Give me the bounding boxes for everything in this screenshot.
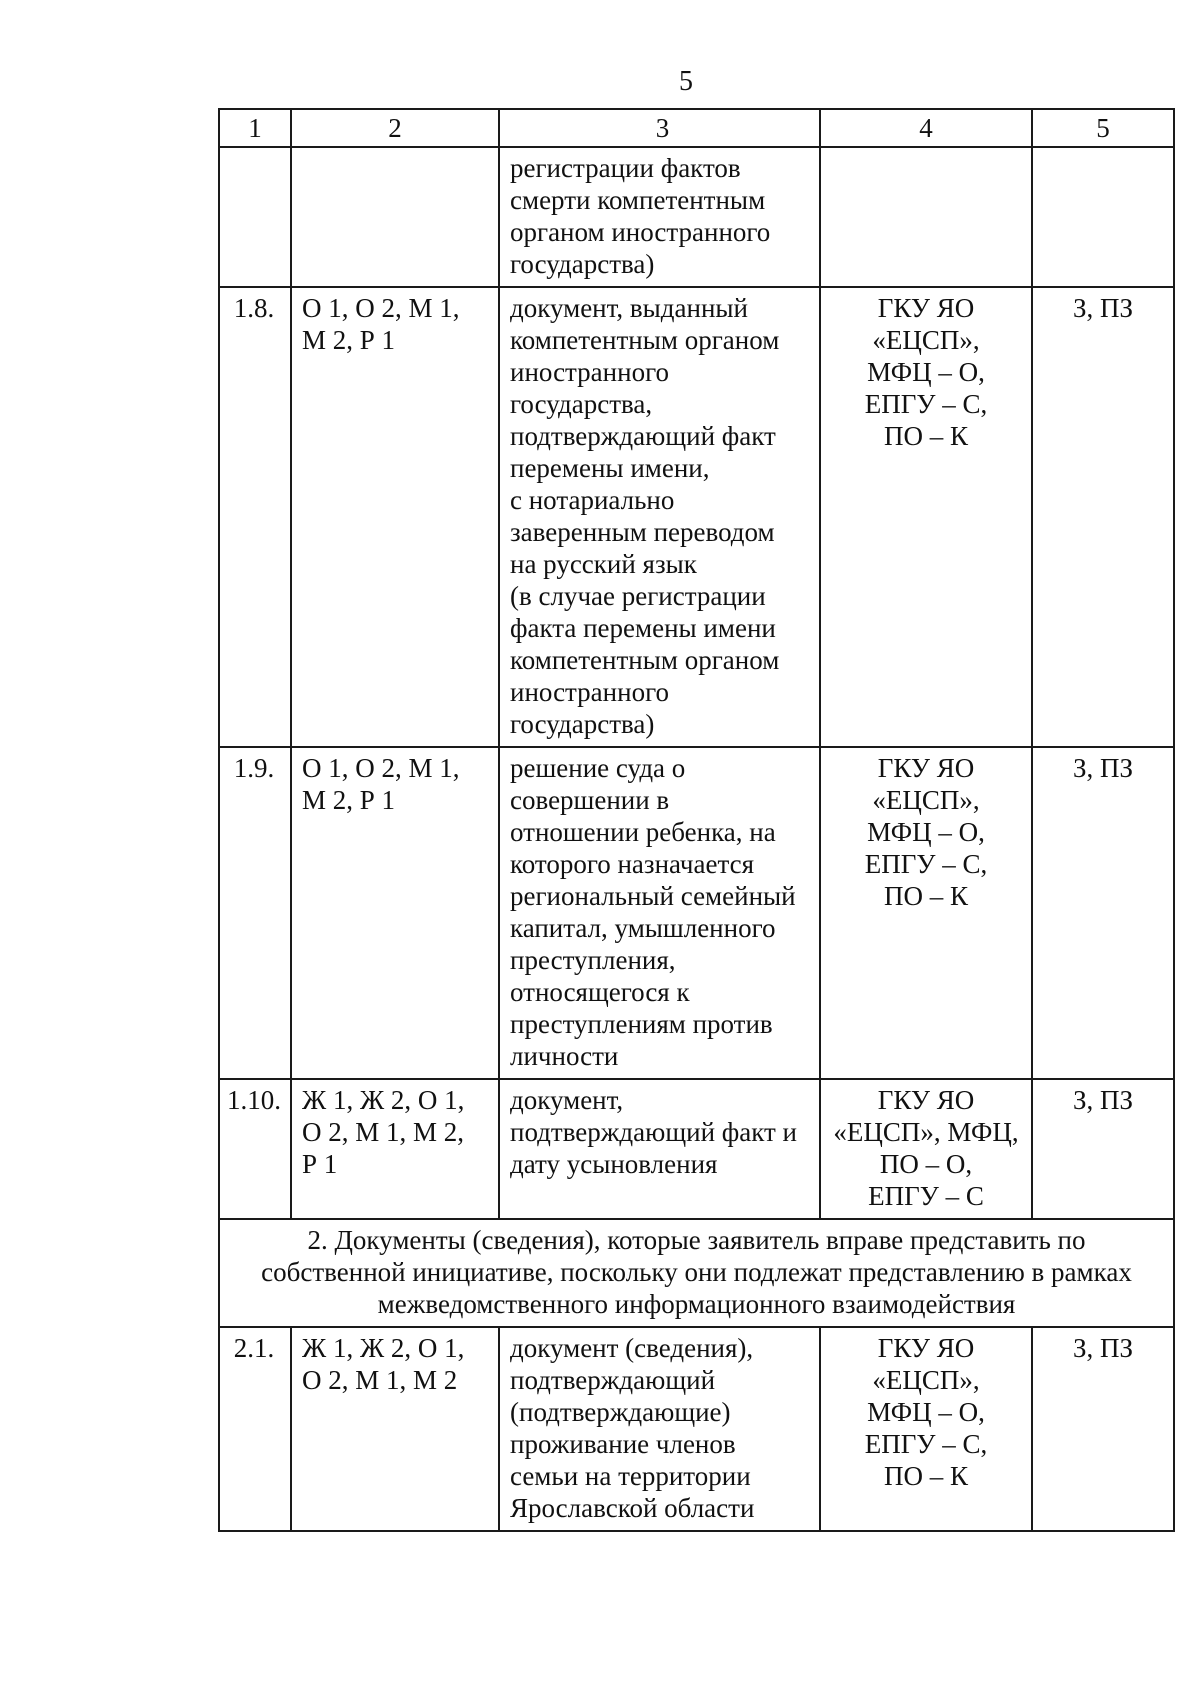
document-line: с нотариально <box>510 485 675 515</box>
cell-source <box>820 1079 1032 1219</box>
document-line: отношении ребенка, на <box>510 817 776 847</box>
cell-type <box>1032 287 1174 747</box>
cell-source <box>820 287 1032 747</box>
table-row-continuation <box>219 147 1174 287</box>
row-number: 2.1. <box>233 1333 275 1363</box>
codes-line: М 2, Р 1 <box>302 785 396 815</box>
document-line: подтверждающий <box>510 1365 716 1395</box>
section-heading <box>219 1219 1174 1327</box>
document-line: семьи на территории <box>510 1461 751 1491</box>
cell-codes <box>291 287 499 747</box>
cell-num <box>219 747 291 1079</box>
type-value: З, ПЗ <box>1072 1085 1134 1115</box>
document-line: преступлениям против <box>510 1009 773 1039</box>
source-line: ГКУ ЯО <box>877 753 975 783</box>
document-line: относящегося к <box>510 977 690 1007</box>
source-line: «ЕЦСП», <box>872 785 980 815</box>
document-line: государства) <box>510 249 655 279</box>
cell-document <box>499 1079 820 1219</box>
source-line: МФЦ – О, <box>867 817 985 847</box>
row-number: 1.10. <box>227 1085 281 1115</box>
source-line: ГКУ ЯО <box>877 1333 975 1363</box>
codes-line: Р 1 <box>302 1149 338 1179</box>
cell-type <box>1032 147 1174 287</box>
document-line: органом иностранного <box>510 217 771 247</box>
document-line: смерти компетентным <box>510 185 766 215</box>
section-heading-line: собственной инициативе, поскольку они подлежат представлению в рамках <box>261 1257 1132 1287</box>
document-line: регистрации фактов <box>510 153 741 183</box>
cell-source <box>820 1327 1032 1531</box>
document-line: факта перемены имени <box>510 613 776 643</box>
document-line: документ (сведения), <box>510 1333 754 1363</box>
header-col-1: 1 <box>219 109 291 147</box>
source-line: ЕПГУ – С, <box>864 849 988 879</box>
document-line: перемены имени, <box>510 453 710 483</box>
cell-document <box>499 1327 820 1531</box>
source-line: МФЦ – О, <box>867 357 985 387</box>
section-heading-row <box>219 1219 1174 1327</box>
document-line: решение суда о <box>510 753 686 783</box>
source-line: «ЕЦСП», <box>872 1365 980 1395</box>
source-line: «ЕЦСП», <box>872 325 980 355</box>
codes-line: О 1, О 2, М 1, <box>302 293 460 323</box>
table-row <box>219 747 1174 1079</box>
source-line: «ЕЦСП», МФЦ, <box>833 1117 1019 1147</box>
document-line: подтверждающий факт и <box>510 1117 798 1147</box>
document-line: капитал, умышленного <box>510 913 776 943</box>
codes-line: О 2, М 1, М 2, <box>302 1117 465 1147</box>
cell-type <box>1032 1327 1174 1531</box>
header-col-5: 5 <box>1032 109 1174 147</box>
cell-codes <box>291 1079 499 1219</box>
table-row <box>219 1327 1174 1531</box>
source-line: ЕПГУ – С, <box>864 1429 988 1459</box>
document-line: региональный семейный <box>510 881 796 911</box>
source-line: ЕПГУ – С, <box>864 389 988 419</box>
header-col-3: 3 <box>499 109 820 147</box>
cell-num <box>219 147 291 287</box>
header-col-2: 2 <box>291 109 499 147</box>
document-line: Ярославской области <box>510 1493 755 1523</box>
cell-source <box>820 147 1032 287</box>
source-line: ПО – О, <box>879 1149 973 1179</box>
cell-document <box>499 147 820 287</box>
cell-source <box>820 747 1032 1079</box>
row-number: 1.9. <box>233 753 275 783</box>
document-line: компетентным органом <box>510 325 780 355</box>
section-heading-line: 2. Документы (сведения), которые заявитель вправе представить по <box>307 1225 1086 1255</box>
document-line: заверенным переводом <box>510 517 775 547</box>
source-line: ПО – К <box>883 881 968 911</box>
cell-num <box>219 1079 291 1219</box>
codes-line: М 2, Р 1 <box>302 325 396 355</box>
source-line: ГКУ ЯО <box>877 293 975 323</box>
document-line: документ, <box>510 1085 624 1115</box>
cell-codes <box>291 147 499 287</box>
document-line: совершении в <box>510 785 670 815</box>
document-line: документ, выданный <box>510 293 749 323</box>
cell-document <box>499 747 820 1079</box>
source-line: ГКУ ЯО <box>877 1085 975 1115</box>
source-line: ПО – К <box>883 1461 968 1491</box>
codes-line: Ж 1, Ж 2, О 1, <box>302 1085 465 1115</box>
cell-type <box>1032 747 1174 1079</box>
document-line: иностранного <box>510 677 669 707</box>
document-line: преступления, <box>510 945 676 975</box>
document-line: дату усыновления <box>510 1149 718 1179</box>
codes-line: Ж 1, Ж 2, О 1, <box>302 1333 465 1363</box>
codes-line: О 1, О 2, М 1, <box>302 753 460 783</box>
header-col-4: 4 <box>820 109 1032 147</box>
section-heading-line: межведомственного информационного взаимодействия <box>377 1289 1016 1319</box>
cell-num <box>219 287 291 747</box>
documents-table <box>218 108 1175 1532</box>
table-header-row <box>219 109 1174 147</box>
cell-num <box>219 1327 291 1531</box>
source-line: ПО – К <box>883 421 968 451</box>
document-line: проживание членов <box>510 1429 736 1459</box>
document-line: подтверждающий факт <box>510 421 776 451</box>
table-row <box>219 1079 1174 1219</box>
table-row <box>219 287 1174 747</box>
document-line: государства) <box>510 709 655 739</box>
type-value: З, ПЗ <box>1072 1333 1134 1363</box>
document-line: (в случае регистрации <box>510 581 766 611</box>
row-number: 1.8. <box>233 293 275 323</box>
page-number: 5 <box>679 66 693 97</box>
type-value: З, ПЗ <box>1072 293 1134 323</box>
document-line: личности <box>510 1041 619 1071</box>
document-line: (подтверждающие) <box>510 1397 731 1427</box>
document-line: которого назначается <box>510 849 755 879</box>
source-line: ЕПГУ – С <box>868 1181 984 1211</box>
cell-type <box>1032 1079 1174 1219</box>
cell-document <box>499 287 820 747</box>
type-value: З, ПЗ <box>1072 753 1134 783</box>
document-line: компетентным органом <box>510 645 780 675</box>
document-line: государства, <box>510 389 653 419</box>
document-line: на русский язык <box>510 549 697 579</box>
source-line: МФЦ – О, <box>867 1397 985 1427</box>
document-line: иностранного <box>510 357 669 387</box>
cell-codes <box>291 1327 499 1531</box>
codes-line: О 2, М 1, М 2 <box>302 1365 458 1395</box>
cell-codes <box>291 747 499 1079</box>
